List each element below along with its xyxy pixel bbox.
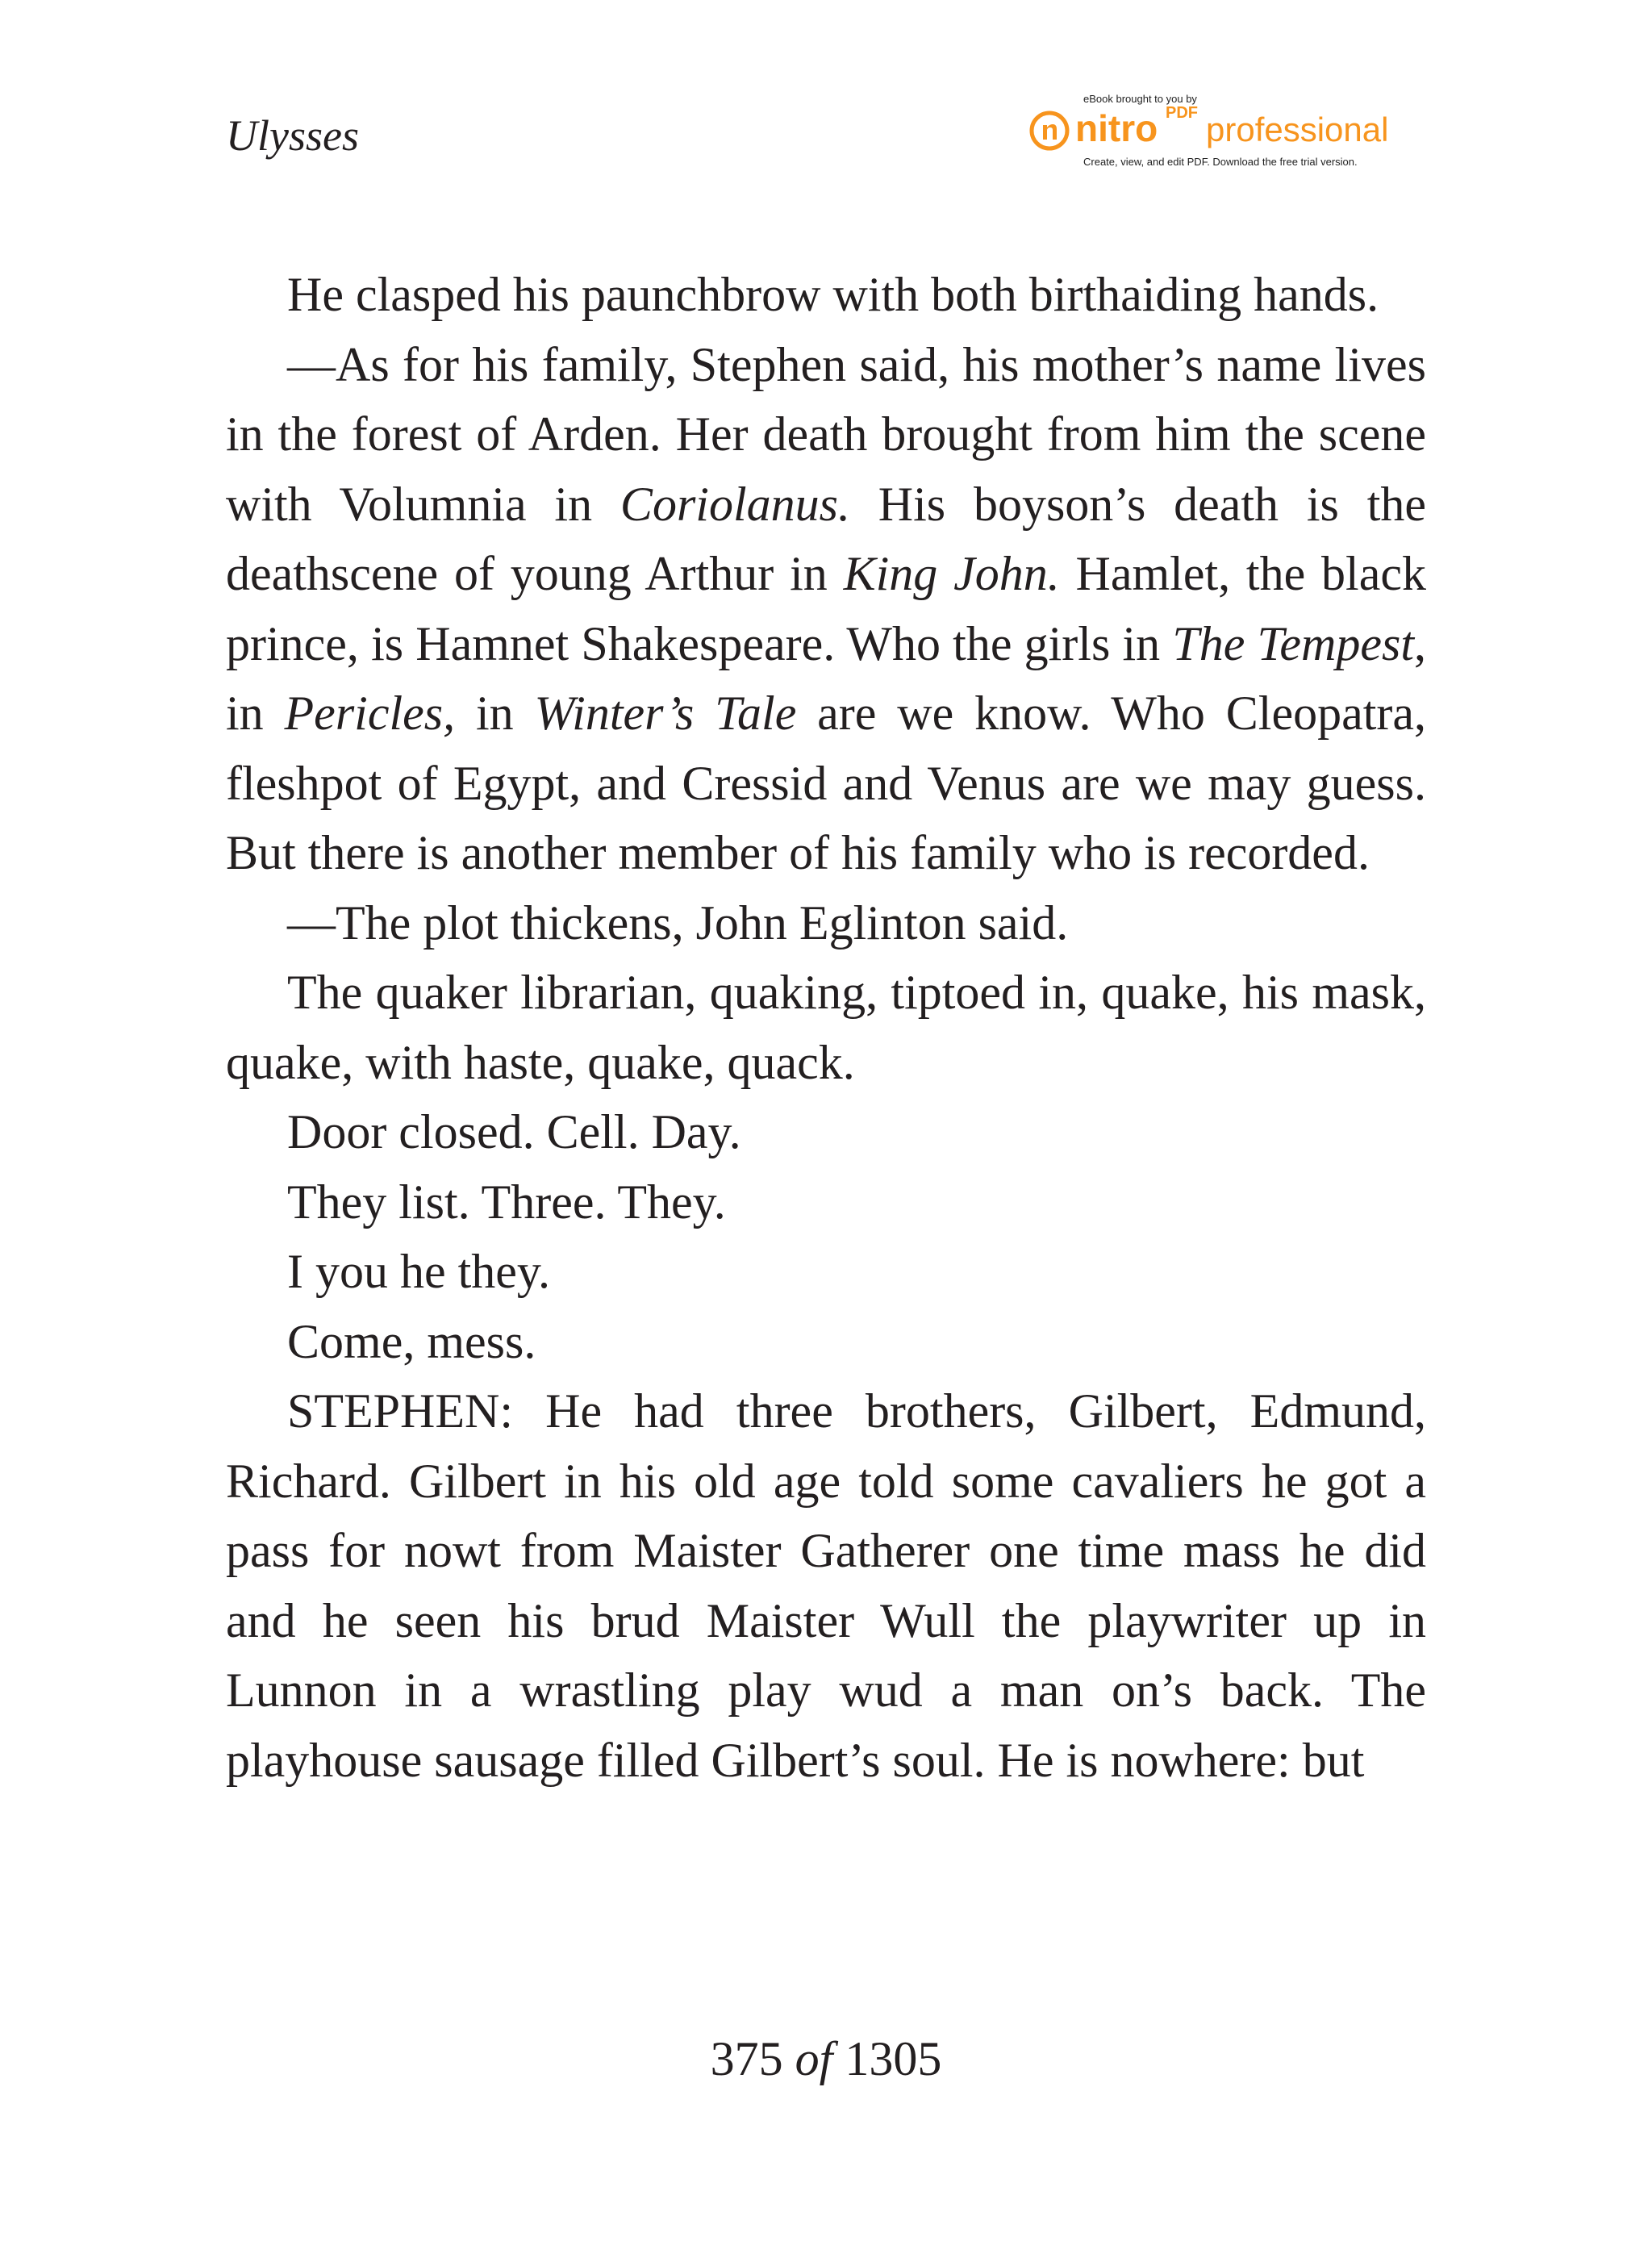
page-number bbox=[0, 2027, 1652, 2091]
paragraph: The quaker librarian, quaking, tiptoed in, quake, his mask, quake, with haste, quake, quack. bbox=[226, 966, 1426, 1089]
paragraph: Door closed. Cell. Day. bbox=[287, 1105, 741, 1158]
of-label: of bbox=[795, 2032, 833, 2085]
logo-top-text: eBook brought to you by bbox=[1083, 93, 1197, 105]
page-body bbox=[226, 260, 1426, 1795]
paragraph: He clasped his paunchbrow with both birthaiding hands. bbox=[287, 268, 1379, 321]
text-run: are we know. Who Cleopatra, fleshpot of Egypt, and Cressid and Venus are we may guess. But there is another member of his family who is recorded. bbox=[226, 687, 1426, 879]
total-pages: 1305 bbox=[845, 2032, 942, 2085]
logo-tagline: Create, view, and edit PDF. Download the free trial version. bbox=[1083, 156, 1358, 168]
text-run: Hamlet, the black prince, is Hamnet Shakespeare. Who the girls in bbox=[226, 547, 1426, 670]
paragraph: I you he they. bbox=[287, 1245, 551, 1298]
current-page: 375 bbox=[710, 2032, 783, 2085]
nitro-flame-icon bbox=[1028, 109, 1070, 151]
paragraph: Come, mess. bbox=[287, 1314, 536, 1368]
running-title: Ulysses bbox=[226, 111, 359, 160]
nitro-pdf-logo[interactable] bbox=[1028, 93, 1416, 173]
title-italic: Pericles, bbox=[284, 687, 456, 740]
text-run: in bbox=[455, 687, 535, 740]
title-italic: Winter’s Tale bbox=[534, 687, 797, 740]
logo-brand: nitro bbox=[1075, 107, 1158, 149]
title-italic: Coriolanus. bbox=[620, 477, 850, 531]
paragraph: —The plot thickens, John Eglinton said. bbox=[287, 895, 1069, 950]
paragraph: STEPHEN: He had three brothers, Gilbert, Edmund, Richard. Gilbert in his old age told some cavaliers he got a pass for nowt from Maister Gatherer one time mass he did and he seen his brud Maister Wull the playwriter up in Lunnon in a wrastling play wud a man on’s back. The playhouse sausage filled Gilbert’s soul. He is nowhere: but bbox=[226, 1384, 1426, 1787]
text-run: —As for his family, Stephen said, his mother’s name lives in the forest of Arden. Her death brought from him the scene with Volumnia in bbox=[226, 337, 1426, 531]
text-run: , in bbox=[226, 616, 1426, 740]
paragraph bbox=[226, 330, 1426, 888]
logo-superscript: PDF bbox=[1166, 104, 1198, 122]
title-italic: King John. bbox=[843, 547, 1060, 600]
paragraph: They list. Three. They. bbox=[287, 1175, 726, 1229]
title-italic: The Tempest bbox=[1172, 616, 1414, 670]
logo-product: professional bbox=[1206, 111, 1389, 148]
text-run: His boyson’s death is the deathscene of young Arthur in bbox=[226, 477, 1426, 600]
